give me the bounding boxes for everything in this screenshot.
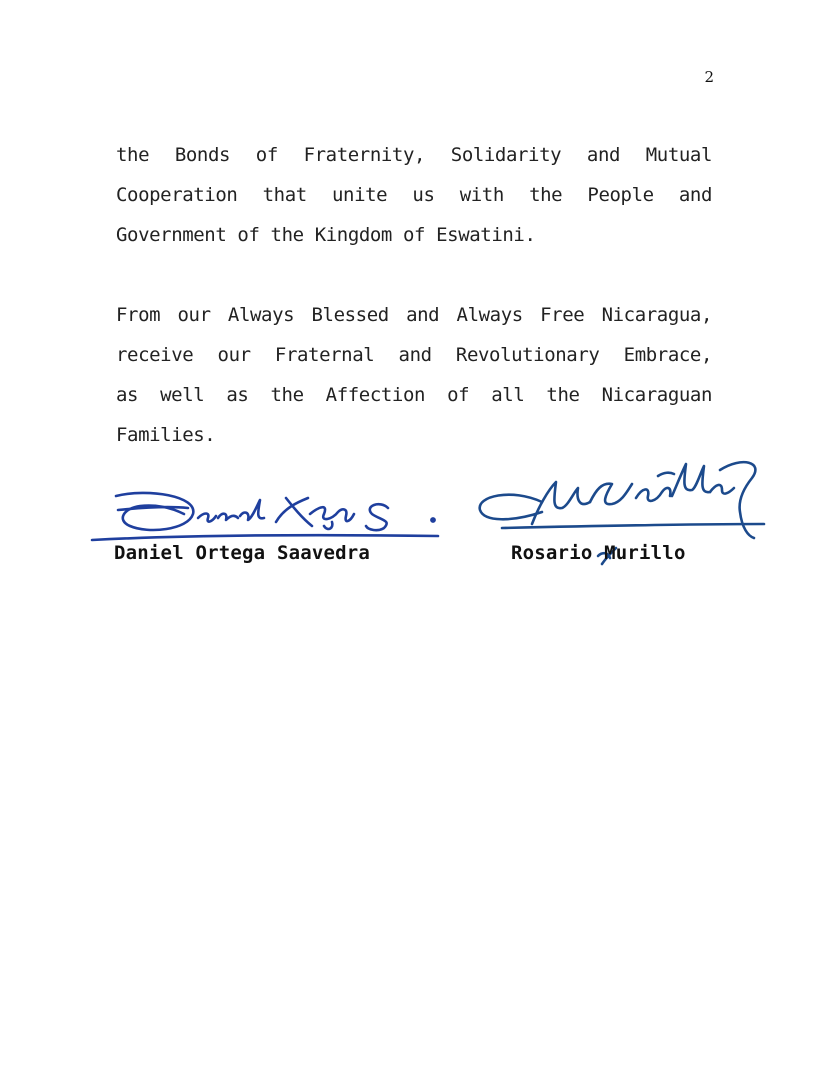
- paragraph-1: [116, 135, 712, 255]
- paragraph-line: the Bonds of Fraternity, Solidarity and Mutual: [116, 144, 712, 166]
- paragraph-line: receive our Fraternal and Revolutionary Embrace,: [116, 344, 712, 366]
- signer-name-rosario-murillo: Rosario Murillo: [511, 542, 686, 564]
- paragraph-line: as well as the Affection of all the Nicaraguan: [116, 384, 712, 406]
- paragraph-line: Government of the Kingdom of Eswatini.: [116, 224, 536, 246]
- paragraph-line: From our Always Blessed and Always Free Nicaragua,: [116, 304, 712, 326]
- paragraph-line: Cooperation that unite us with the People and: [116, 184, 712, 206]
- paragraph-2: [116, 295, 712, 455]
- page-number: 2: [704, 68, 714, 86]
- signer-name-daniel-ortega: Daniel Ortega Saavedra: [114, 542, 371, 564]
- paragraph-line: Families.: [116, 424, 216, 446]
